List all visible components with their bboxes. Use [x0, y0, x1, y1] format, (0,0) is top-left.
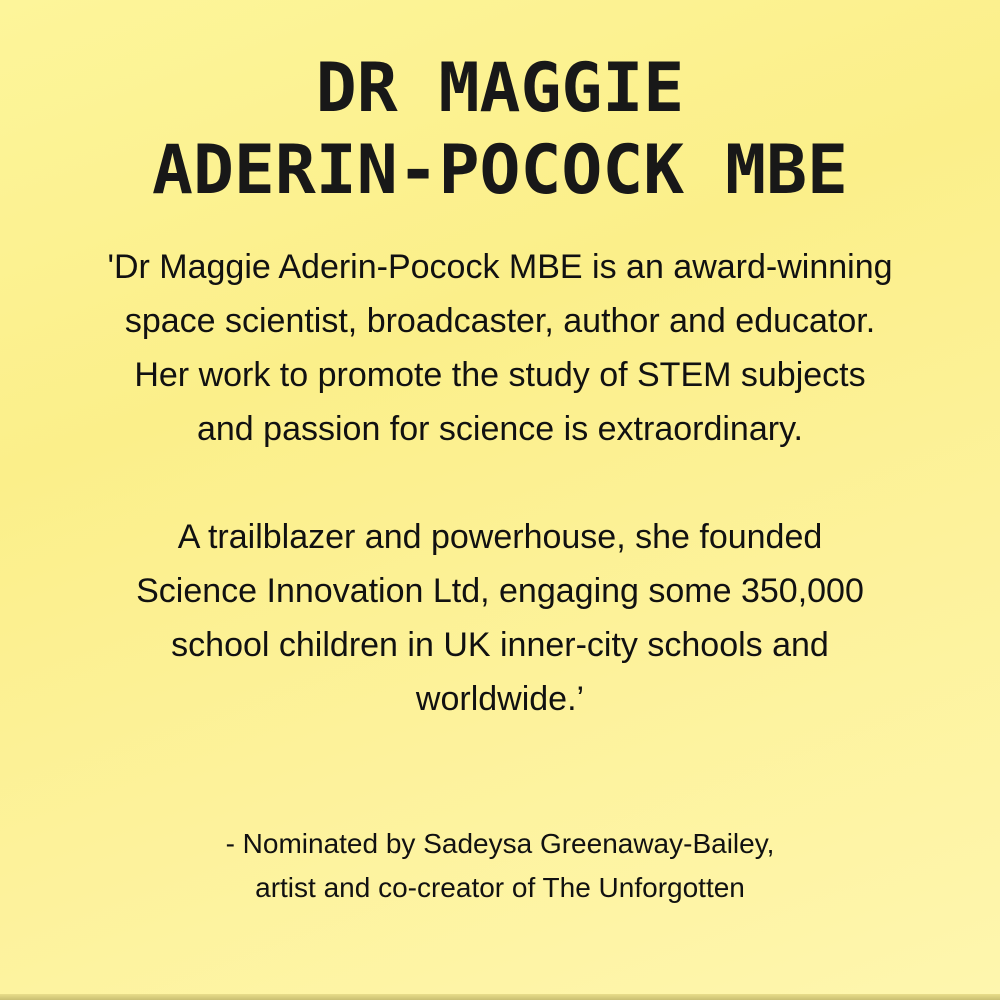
quote-line: school children in UK inner-city schools and	[171, 626, 829, 664]
quote-line: worldwide.’	[415, 680, 585, 718]
nomination-credit	[40, 822, 960, 910]
quote-line: space scientist, broadcaster, author and educator.	[124, 302, 876, 340]
title-line-1: DR MAGGIE	[315, 49, 685, 128]
title-line-2: ADERIN-POCOCK MBE	[152, 131, 848, 210]
quote-line: Her work to promote the study of STEM subjects	[134, 356, 866, 394]
nominator-role: artist and co-creator of The Unforgotten	[255, 872, 745, 903]
quote-line: Science Innovation Ltd, engaging some 350,000	[136, 572, 864, 610]
quote-line: and passion for science is extraordinary.	[196, 410, 803, 448]
quote-line: 'Dr Maggie Aderin-Pocock MBE is an award-winning	[107, 248, 893, 286]
quote-line: A trailblazer and powerhouse, she founded	[177, 518, 823, 556]
quote-paragraph-1	[40, 240, 960, 456]
quote-text	[40, 240, 960, 726]
quote-paragraph-2	[40, 510, 960, 726]
page-title	[0, 48, 1000, 212]
nominator-name: - Nominated by Sadeysa Greenaway-Bailey,	[225, 828, 775, 859]
paragraph-spacer	[40, 456, 960, 510]
bottom-edge-divider	[0, 994, 1000, 1000]
